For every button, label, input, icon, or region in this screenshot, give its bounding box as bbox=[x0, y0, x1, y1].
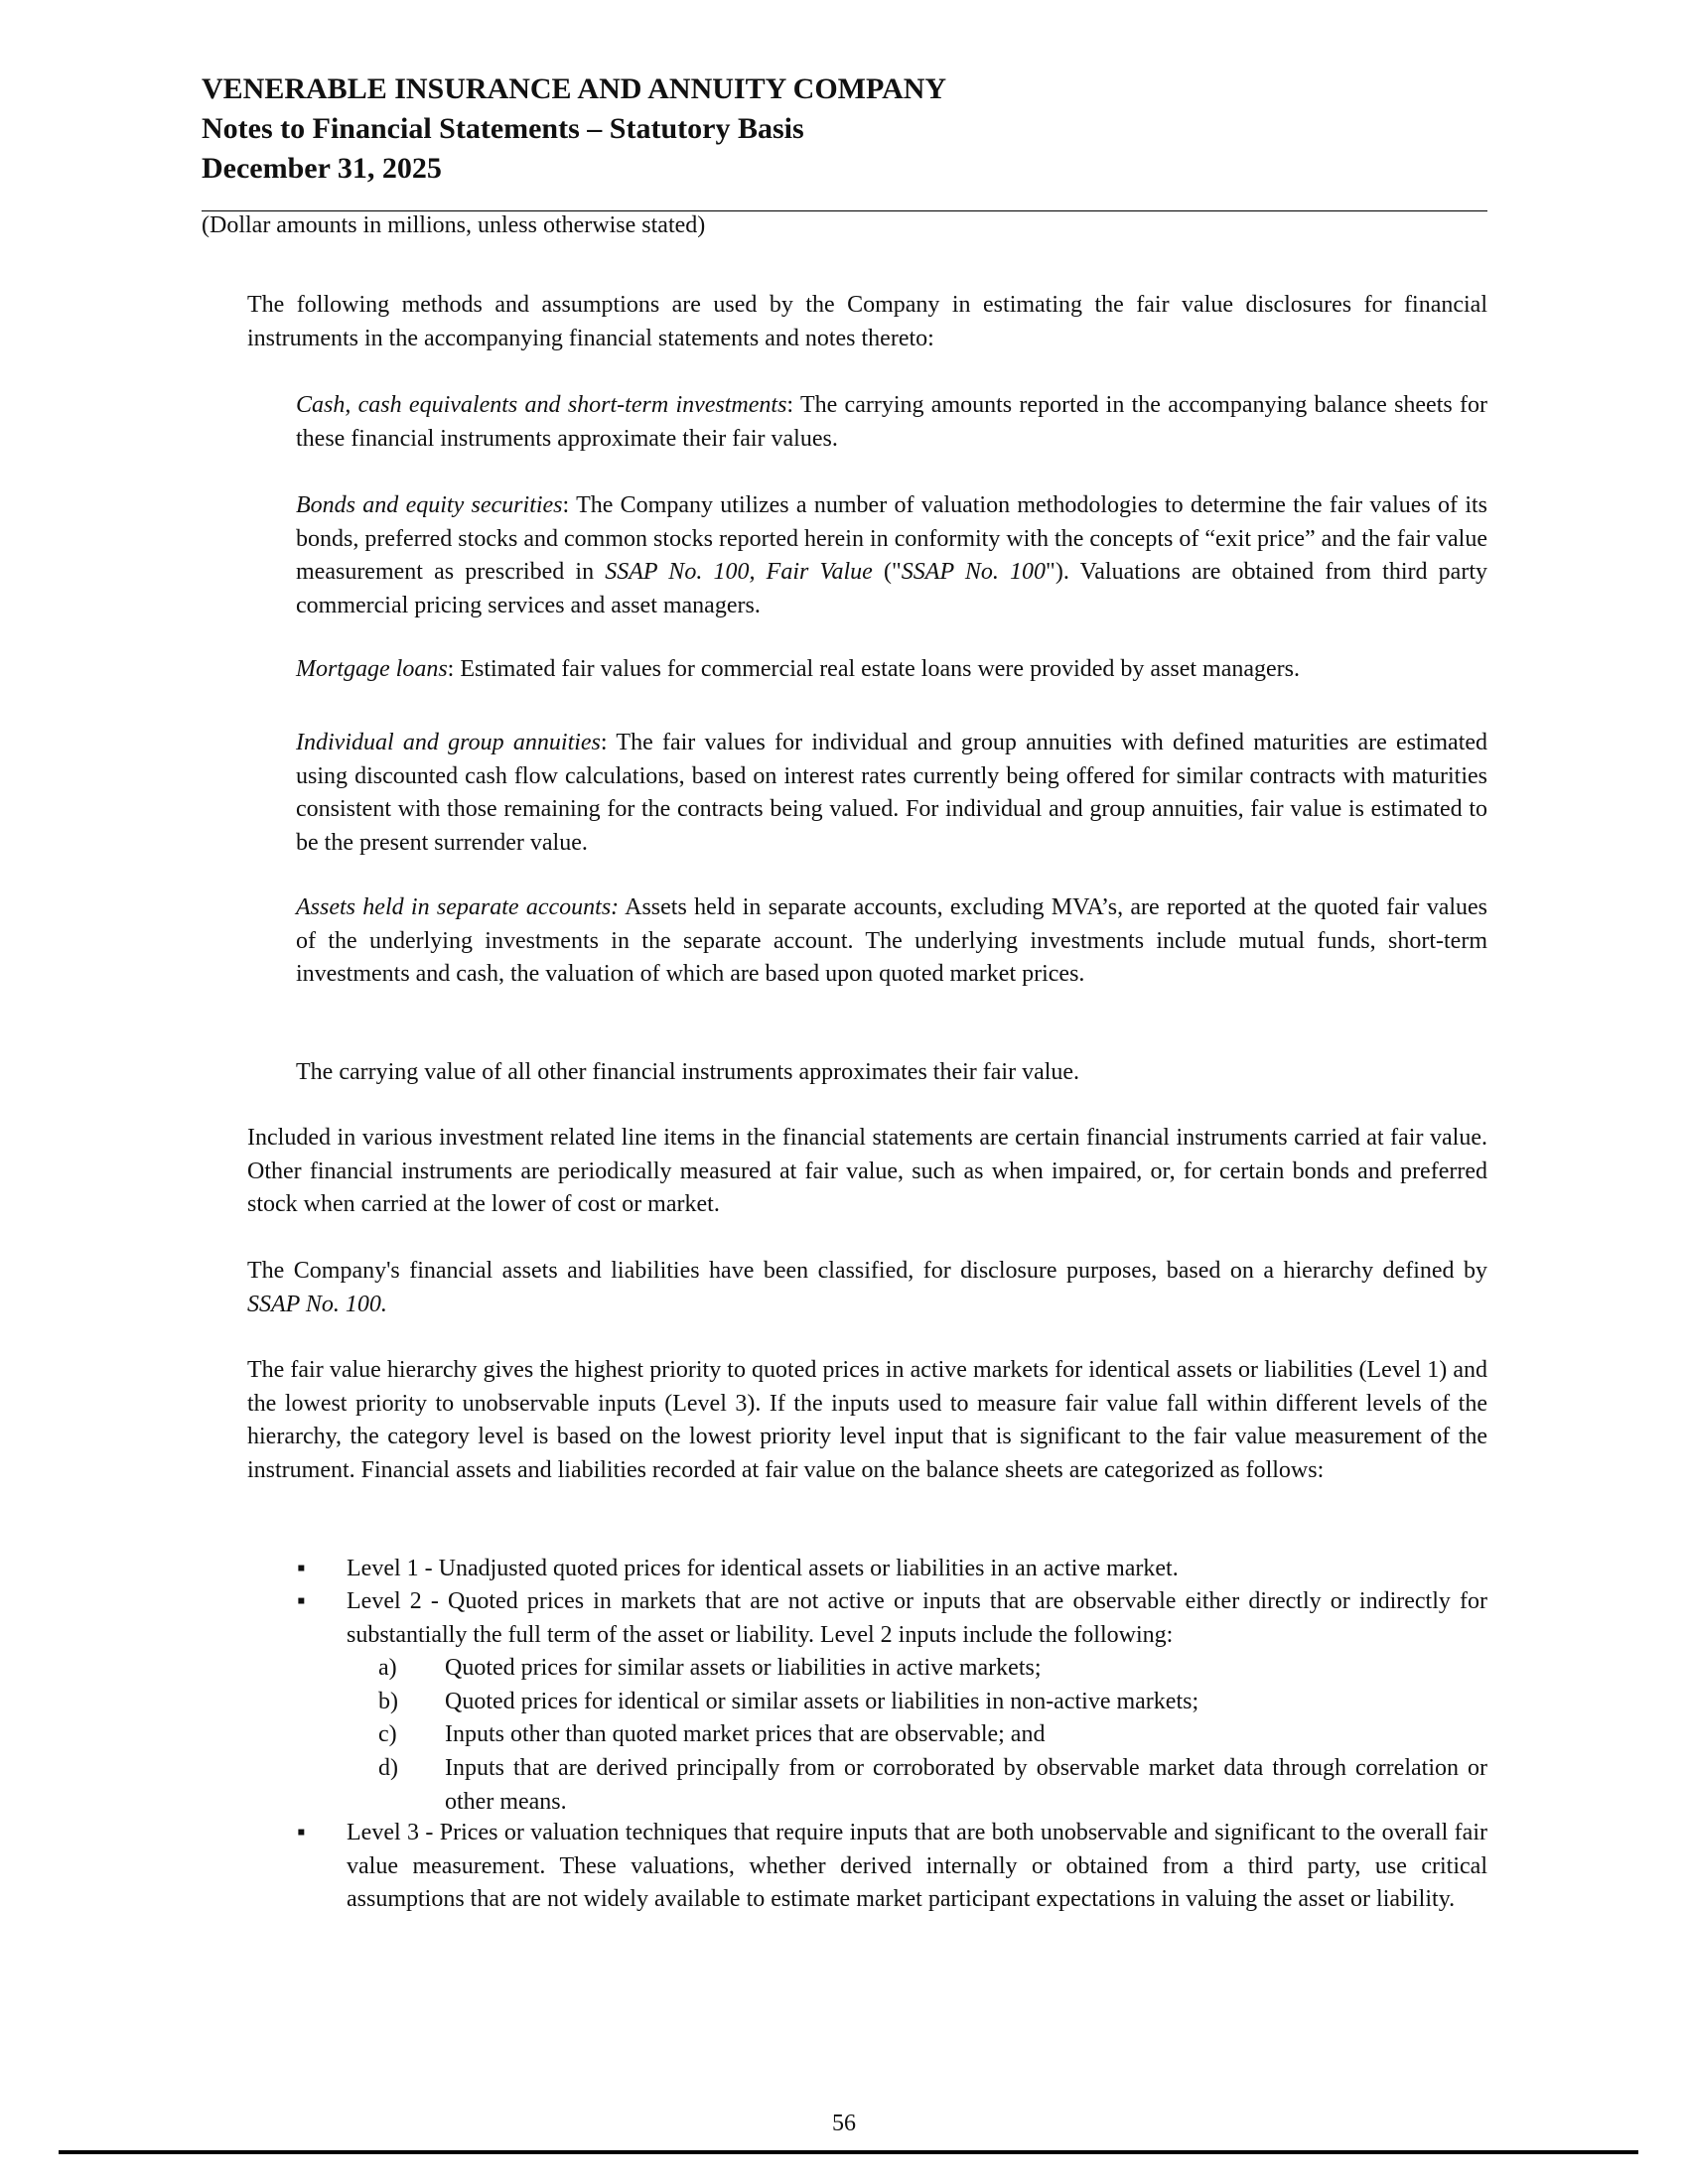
separate-accounts-paragraph bbox=[296, 891, 1487, 992]
sub-marker: c) bbox=[378, 1721, 397, 1747]
term: Mortgage loans bbox=[296, 656, 448, 682]
term: Individual and group annuities bbox=[296, 730, 601, 755]
included-paragraph: Included in various investment related line items in the financial statements are certain financial instruments carried at fair value. Other financial instruments are periodically measured at fair value, such as when impaired, or, for certain bonds and preferred stock when carried at the lower of cost or market. bbox=[247, 1125, 1487, 1218]
sub-marker: b) bbox=[378, 1689, 398, 1714]
sub-marker: d) bbox=[378, 1755, 398, 1781]
text: The Company's financial assets and liabilities have been classified, for disclosure purposes, based on a hierarchy defined by bbox=[247, 1258, 1487, 1284]
amounts-note: (Dollar amounts in millions, unless otherwise stated) bbox=[202, 212, 706, 238]
ref: SSAP No. 100 bbox=[901, 559, 1047, 586]
company-name: VENERABLE INSURANCE AND ANNUITY COMPANY bbox=[202, 72, 947, 105]
text: "). Valuations are obtained from third party commercial pricing services and asset managers. bbox=[296, 559, 1487, 618]
term: Cash, cash equivalents and short-term investments bbox=[296, 392, 787, 418]
page-number: 56 bbox=[832, 2111, 856, 2136]
text: Assets held in separate accounts, excluding MVA’s, are reported at the quoted fair values of the underlying investments in the separate account. The underlying investments include mutual funds, short-term investments and cash, the valuation of which are based upon quoted market prices. bbox=[296, 894, 1488, 988]
sub-marker: a) bbox=[378, 1655, 397, 1681]
classified-paragraph bbox=[247, 1255, 1487, 1321]
level2-item: Level 2 - Quoted prices in markets that are not active or inputs that are observable either directly or indirectly for substantially the full term of the asset or liability. Level 2 inputs include the following: bbox=[347, 1588, 1487, 1648]
cash-paragraph bbox=[296, 389, 1487, 456]
sub-item: Inputs that are derived principally from or corroborated by observable market data through correlation or other means. bbox=[445, 1755, 1487, 1815]
bullet-icon: ▪ bbox=[297, 1820, 306, 1845]
term: Bonds and equity securities bbox=[296, 492, 563, 518]
ref: SSAP No. 100. bbox=[247, 1291, 387, 1317]
intro-paragraph: The following methods and assumptions are used by the Company in estimating the fair value disclosures for financial instruments in the accompanying financial statements and notes thereto: bbox=[247, 292, 1487, 351]
document-date: December 31, 2025 bbox=[202, 152, 442, 185]
text: : Estimated fair values for commercial real estate loans were provided by asset managers. bbox=[447, 656, 1300, 682]
text: : The Company utilizes a number of valuation methodologies to determine the fair values of its bonds, preferred stocks and common stocks reported herein in conformity with the concepts of “exit price” and the fair value measurement as prescribed in bbox=[296, 492, 1488, 586]
bonds-paragraph bbox=[296, 489, 1487, 622]
term: Assets held in separate accounts: bbox=[296, 894, 620, 920]
ref: SSAP No. 100, Fair Value bbox=[605, 559, 873, 586]
document-title: Notes to Financial Statements – Statutory Basis bbox=[202, 112, 804, 145]
text: : The carrying amounts reported in the accompanying balance sheets for these financial instruments approximate their fair values. bbox=[296, 392, 1487, 452]
level3-item: Level 3 - Prices or valuation techniques that require inputs that are both unobservable and significant to the overall fair value measurement. These valuations, whether derived internally or obtained from a third party, use critical assumptions that are not widely available to estimate market participant expectations in valuing the asset or liability. bbox=[347, 1820, 1487, 1913]
sub-item: Quoted prices for identical or similar assets or liabilities in non-active markets; bbox=[445, 1689, 1199, 1714]
bullet-icon: ▪ bbox=[297, 1556, 306, 1581]
text: (" bbox=[872, 559, 902, 586]
hierarchy-paragraph: The fair value hierarchy gives the highest priority to quoted prices in active markets for identical assets or liabilities (Level 1) and the lowest priority to unobservable inputs (Level 3). If the inputs used to measure fair value fall within different levels of the hierarchy, the category level is based on the lowest priority level input that is significant to the fair value measurement of the instrument. Financial assets and liabilities recorded at fair value on the balance sheets are categorized as follows: bbox=[247, 1357, 1487, 1483]
sub-item: Quoted prices for similar assets or liabilities in active markets; bbox=[445, 1655, 1042, 1681]
sub-item: Inputs other than quoted market prices that are observable; and bbox=[445, 1721, 1046, 1747]
footer-rule bbox=[59, 2150, 1638, 2154]
carrying-paragraph: The carrying value of all other financial instruments approximates their fair value. bbox=[296, 1059, 1080, 1085]
bullet-icon: ▪ bbox=[297, 1588, 306, 1614]
text: : The fair values for individual and group annuities with defined maturities are estimated using discounted cash flow calculations, based on interest rates currently being offered for similar contracts with maturities consistent with those remaining for the contracts being valued. For individual and group annuities, fair value is estimated to be the present surrender value. bbox=[296, 730, 1488, 856]
level1-item: Level 1 - Unadjusted quoted prices for identical assets or liabilities in an active market. bbox=[347, 1556, 1179, 1581]
annuities-paragraph bbox=[296, 727, 1487, 860]
mortgage-paragraph bbox=[296, 653, 1487, 687]
